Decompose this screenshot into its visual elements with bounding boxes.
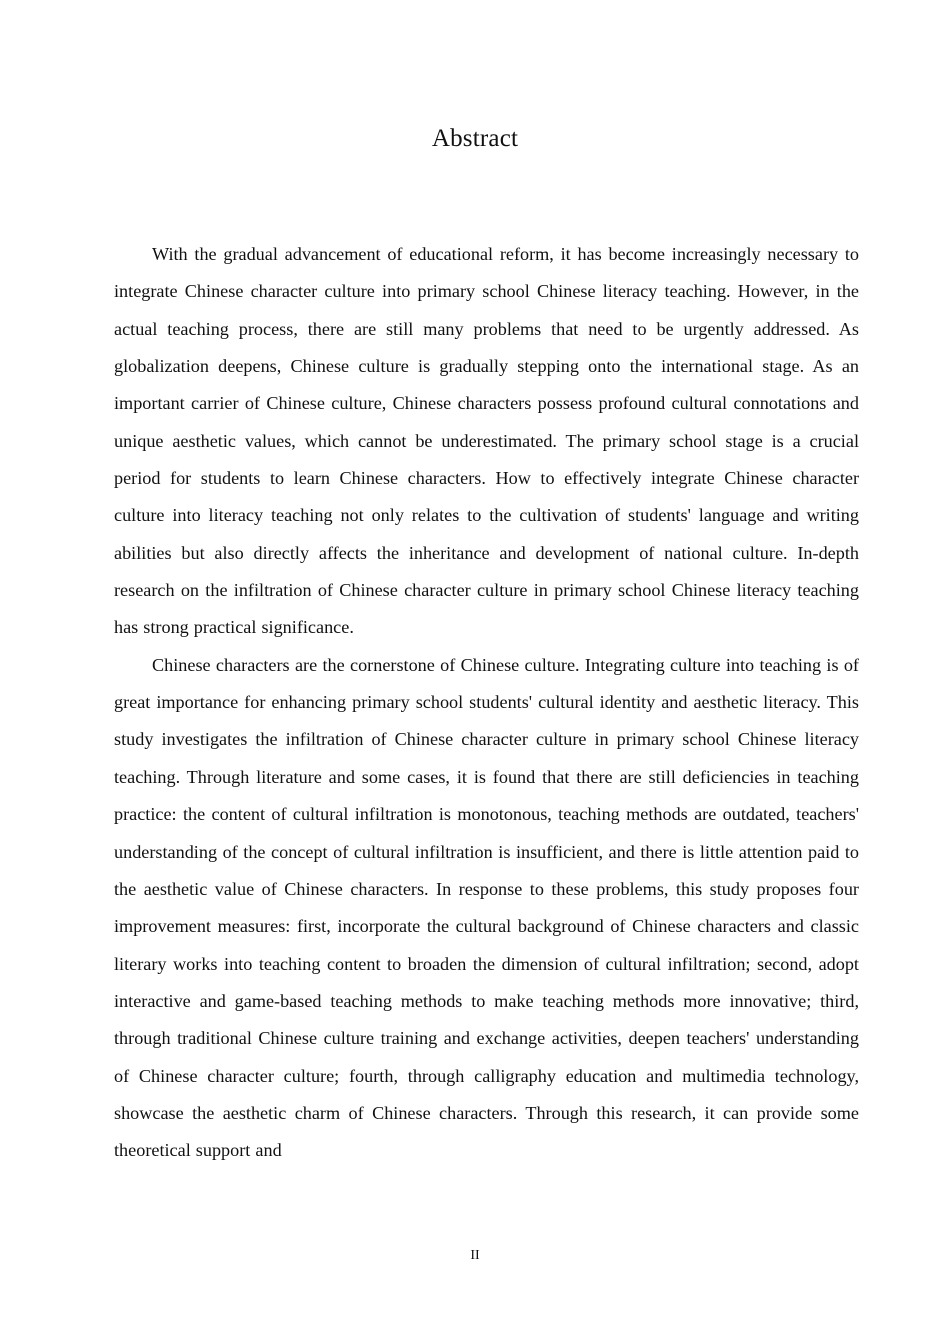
- abstract-body: [114, 236, 859, 1170]
- abstract-paragraph-1: With the gradual advancement of educational reform, it has become increasingly necessary to integrate Chinese character culture into primary school Chinese literacy teaching. However, in the actual teaching process, there are still many problems that need to be urgently addressed. As globalization deepens, Chinese culture is gradually stepping onto the international stage. As an important carrier of Chinese culture, Chinese characters possess profound cultural connotations and unique aesthetic values, which cannot be underestimated. The primary school stage is a crucial period for students to learn Chinese characters. How to effectively integrate Chinese character culture into literacy teaching not only relates to the cultivation of students' language and writing abilities but also directly affects the inheritance and development of national culture. In-depth research on the infiltration of Chinese character culture in primary school Chinese literacy teaching has strong practical significance.: [114, 244, 859, 638]
- abstract-paragraph-2: Chinese characters are the cornerstone of Chinese culture. Integrating culture into teaching is of great importance for enhancing primary school students' cultural identity and aesthetic literacy. This study investigates the infiltration of Chinese character culture in primary school Chinese literacy teaching. Through literature and some cases, it is found that there are still deficiencies in teaching practice: the content of cultural infiltration is monotonous, teaching methods are outdated, teachers' understanding of the concept of cultural infiltration is insufficient, and there is little attention paid to the aesthetic value of Chinese characters. In response to these problems, this study proposes four improvement measures: first, incorporate the cultural background of Chinese characters and classic literary works into teaching content to broaden the dimension of cultural infiltration; second, adopt interactive and game-based teaching methods to make teaching methods more innovative; third, through traditional Chinese culture training and exchange activities, deepen teachers' understanding of Chinese character culture; fourth, through calligraphy education and multimedia technology, showcase the aesthetic charm of Chinese characters. Through this research, it can provide some theoretical support and: [114, 654, 859, 1161]
- abstract-title: Abstract: [431, 125, 519, 152]
- page-number: II: [470, 1248, 480, 1263]
